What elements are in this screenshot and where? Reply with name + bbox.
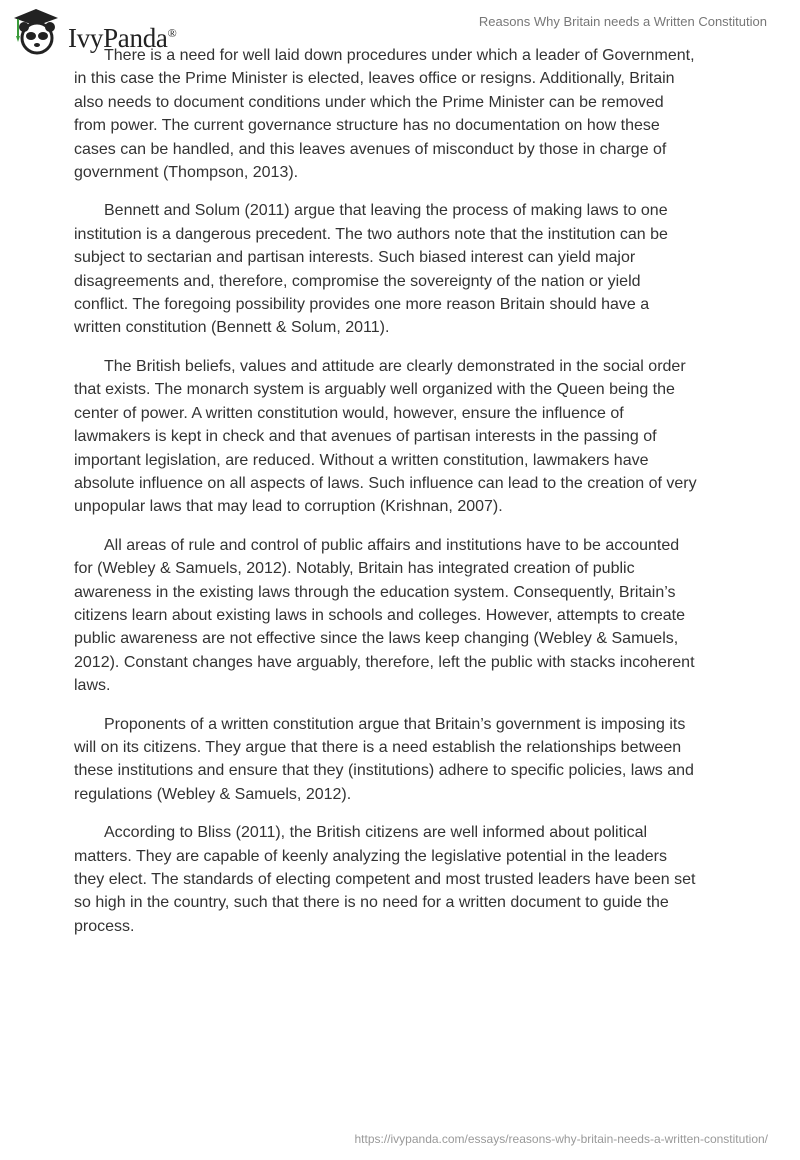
paragraph-line: conflict. The foregoing possibility provides one more reason Britain should have a: [74, 296, 650, 314]
paragraph-line: According to Bliss (2011), the British citizens are well informed about political: [104, 824, 648, 842]
paragraph-line: they elect. The standards of electing competent and most trusted leaders have been set: [74, 871, 696, 888]
paragraph-line: center of power. A written constitution would, however, ensure the influence of: [74, 404, 624, 422]
paragraph-line: unpopular laws that may lead to corruption (Krishnan, 2007).: [74, 498, 503, 516]
paragraph-line: will on its citizens. They argue that there is a need establish the relationships between: [74, 738, 682, 756]
paragraph-line: Bennett and Solum (2011) argue that leaving the process of making laws to one: [104, 202, 668, 220]
paragraph-line: process.: [74, 917, 135, 935]
essay-paragraph: [74, 713, 774, 807]
paragraph-line: public awareness are not effective since the laws keep changing (Webley & Samuels,: [74, 630, 679, 648]
paragraph-line: that exists. The monarch system is arguably well organized with the Queen being the: [74, 381, 675, 399]
paragraph-line: There is a need for well laid down procedures under which a leader of Government,: [104, 47, 695, 64]
paragraph-line: absolute influence on all aspects of laws. Such influence can lead to the creation of very: [74, 474, 697, 492]
paragraph-line: government (Thompson, 2013).: [74, 164, 299, 182]
paragraph-line: so high in the country, such that there is no need for a written document to guide the: [74, 894, 669, 912]
paragraph-line: awareness in the existing laws through the education system. Consequently, Britain’s: [74, 583, 676, 601]
paragraph-line: 2012). Constant changes have arguably, therefore, left the public with stacks incoherent: [74, 653, 695, 671]
paragraph-line: The British beliefs, values and attitude are clearly demonstrated in the social order: [104, 357, 686, 375]
paragraph-line: Proponents of a written constitution argue that Britain’s government is imposing its: [104, 715, 686, 733]
essay-paragraph: [74, 199, 774, 339]
logo-text: IvyPanda: [68, 22, 168, 53]
paragraph-line: matters. They are capable of keenly analyzing the legislative potential in the leaders: [74, 847, 667, 865]
paragraph-line: from power. The current governance structure has no documentation on how these: [74, 117, 660, 135]
registered-mark: ®: [167, 25, 177, 40]
source-url[interactable]: https://ivypanda.com/essays/reasons-why-britain-needs-a-written-constitution/: [354, 1132, 768, 1146]
paragraph-line: in this case the Prime Minister is elected, leaves office or resigns. Additionally, Britain: [74, 70, 675, 88]
paragraph-line: laws.: [74, 677, 111, 695]
paragraph-line: subject to sectarian and partisan interests. Such biased interest can yield major: [74, 249, 636, 267]
essay-paragraph: [74, 821, 774, 938]
paragraph-line: disagreements and, therefore, compromise the sovereignty of the nation or yield: [74, 272, 641, 290]
paragraph-line: cases can be handled, and this leaves avenues of misconduct by those in charge of: [74, 140, 667, 158]
paragraph-line: these institutions and ensure that they (institutions) adhere to specific policies, laws and: [74, 762, 694, 780]
paragraph-line: important legislation, are reduced. Without a written constitution, lawmakers have: [74, 451, 649, 469]
paragraph-line: for (Webley & Samuels, 2012). Notably, Britain has integrated creation of public: [74, 560, 635, 578]
paragraph-line: citizens learn about existing laws in schools and colleges. However, attempts to create: [74, 606, 685, 624]
essay-paragraph: [74, 355, 774, 519]
paragraph-line: lawmakers is kept in check and that avenues of partisan interests in the passing of: [74, 428, 657, 446]
paragraph-line: regulations (Webley & Samuels, 2012).: [74, 785, 352, 803]
paragraph-line: also needs to document conditions under which the Prime Minister can be removed: [74, 93, 664, 111]
panda-graduate-icon: [10, 6, 62, 56]
essay-body: [74, 44, 774, 953]
essay-paragraph: [74, 44, 774, 184]
paragraph-line: written constitution (Bennett & Solum, 2011).: [74, 319, 390, 337]
document-title: Reasons Why Britain needs a Written Constitution: [478, 14, 767, 29]
essay-paragraph: [74, 534, 774, 698]
paragraph-line: All areas of rule and control of public affairs and institutions have to be accounted: [104, 536, 680, 554]
paragraph-line: institution is a dangerous precedent. The two authors note that the institution can be: [74, 225, 668, 243]
